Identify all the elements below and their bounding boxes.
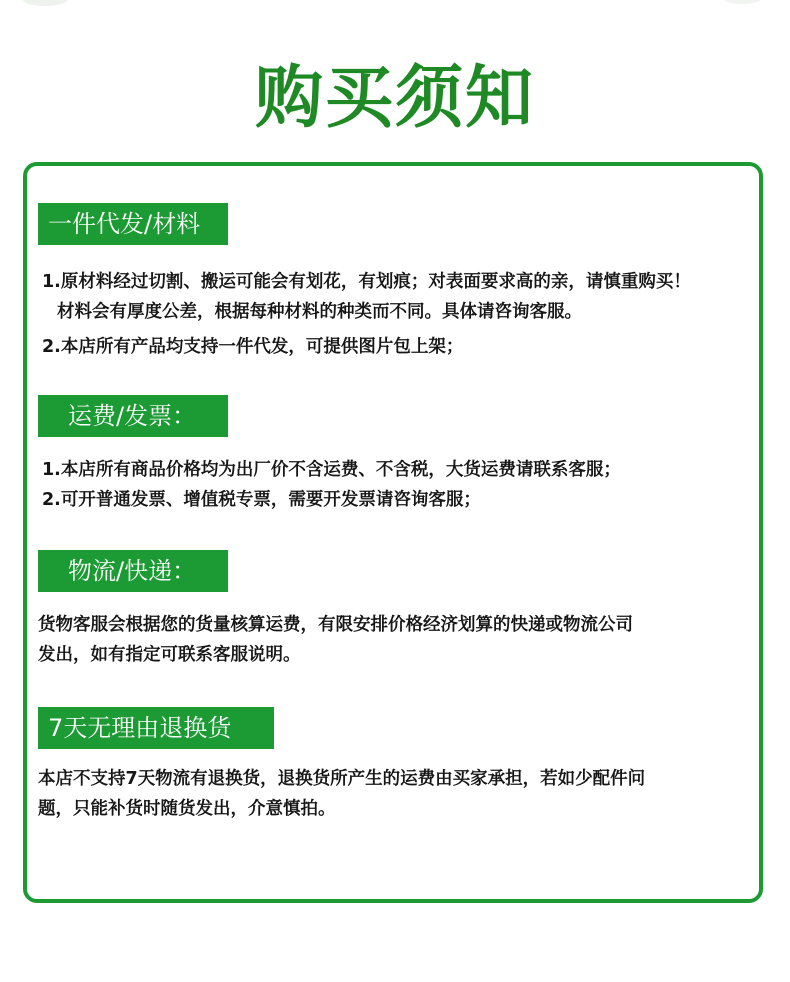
notice-line: 2.可开普通发票、增值税专票，需要开发票请咨询客服； xyxy=(42,490,481,510)
notice-line: 发出，如有指定可联系客服说明。 xyxy=(38,645,301,665)
top-decoration xyxy=(0,0,790,14)
section-heading-dropship-materials: 一件代发/材料 xyxy=(38,203,228,245)
section-body-logistics xyxy=(38,610,633,670)
notice-line: 2.本店所有产品均支持一件代发，可提供图片包上架； xyxy=(42,337,464,357)
section-heading-returns: 7天无理由退换货 xyxy=(38,707,274,749)
notice-line: 1.本店所有商品价格均为出厂价不含运费、不含税，大货运费请联系客服； xyxy=(42,460,621,480)
notice-line: 题，只能补货时随货发出，介意慎拍。 xyxy=(38,799,336,819)
section-body-shipping-invoice xyxy=(42,455,621,515)
section-heading-shipping-invoice: 运费/发票： xyxy=(38,395,228,437)
section-body-dropship-item2 xyxy=(42,332,463,362)
page-title: 购买须知 xyxy=(254,58,535,138)
section-heading-logistics: 物流/快递： xyxy=(38,550,228,592)
notice-line: 本店不支持7天物流有退换货，退换货所产生的运费由买家承担，若如少配件问 xyxy=(38,769,646,789)
notice-card xyxy=(23,162,763,903)
decorative-smudge xyxy=(722,0,762,4)
notice-line: 材料会有厚度公差，根据每种材料的种类而不同。具体请咨询客服。 xyxy=(57,302,582,322)
section-body-dropship-materials xyxy=(42,267,691,327)
decorative-smudge xyxy=(22,0,68,6)
section-body-returns xyxy=(38,764,645,824)
notice-line: 1.原材料经过切割、搬运可能会有划花，有划痕；对表面要求高的亲，请慎重购买！ xyxy=(42,272,691,292)
notice-line: 货物客服会根据您的货量核算运费，有限安排价格经济划算的快递或物流公司 xyxy=(38,615,633,635)
